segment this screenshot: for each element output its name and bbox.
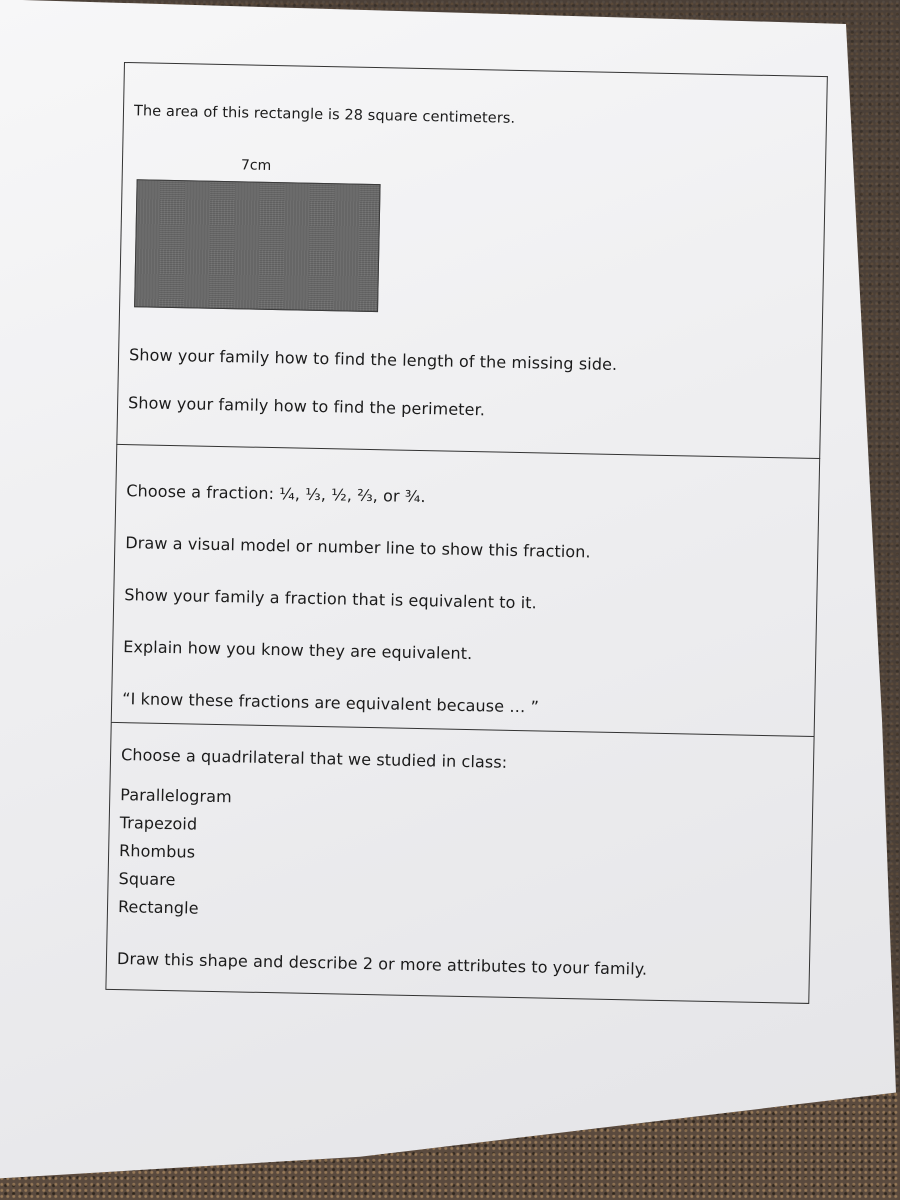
rectangle-problem-section — [116, 62, 828, 458]
shape-option: Trapezoid — [119, 813, 198, 834]
shape-option: Rectangle — [117, 897, 199, 918]
missing-side-task: Show your family how to find the length of the missing side. — [128, 345, 618, 374]
choose-quadrilateral-text: Choose a quadrilateral that we studied in class: — [120, 745, 508, 772]
worksheet-table — [105, 62, 827, 1004]
sentence-frame-text: “I know these fractions are equivalent because … ” — [122, 689, 540, 717]
choose-fraction-text: Choose a fraction: ¼, ⅓, ½, ⅔, or ¾. — [126, 481, 426, 507]
equivalent-fraction-text: Show your family a fraction that is equivalent to it. — [124, 585, 537, 613]
explain-text: Explain how you know they are equivalent. — [123, 637, 473, 664]
shape-option: Rhombus — [118, 841, 196, 862]
quadrilateral-section — [105, 722, 814, 1004]
shape-option: Parallelogram — [120, 785, 232, 807]
side-length-label: 7cm — [240, 157, 272, 174]
draw-model-text: Draw a visual model or number line to show this fraction. — [125, 533, 591, 562]
fraction-section — [111, 444, 820, 736]
draw-shape-task: Draw this shape and describe 2 or more attributes to your family. — [116, 949, 648, 979]
area-statement: The area of this rectangle is 28 square centimeters. — [133, 103, 516, 127]
shape-option: Square — [118, 869, 176, 890]
perimeter-task: Show your family how to find the perimeter. — [127, 393, 486, 420]
shaded-rectangle — [134, 179, 381, 312]
